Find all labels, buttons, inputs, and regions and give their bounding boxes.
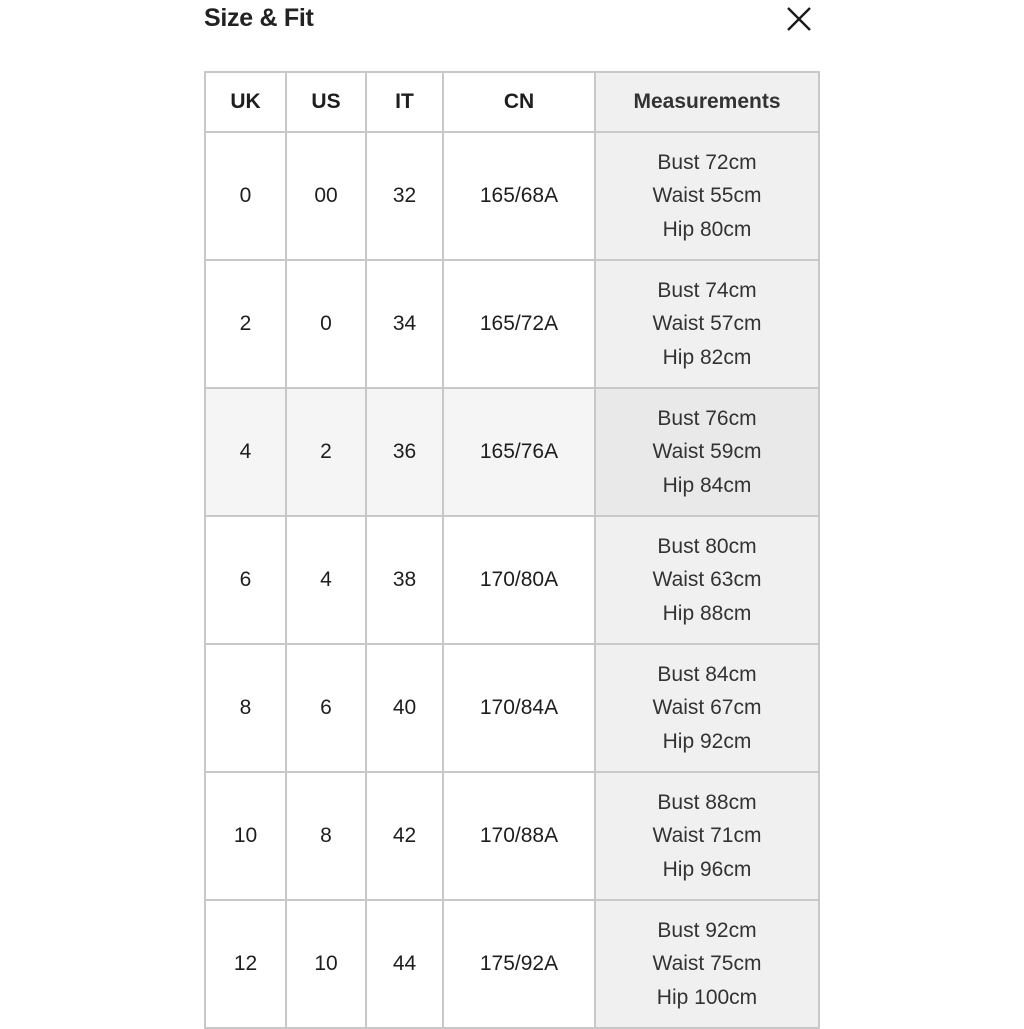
size-us-cell: 10 xyxy=(286,900,366,1028)
size-it-cell: 40 xyxy=(366,644,443,772)
size-uk-cell: 6 xyxy=(205,516,286,644)
size-it-cell: 32 xyxy=(366,132,443,260)
size-uk-cell: 4 xyxy=(205,388,286,516)
hip-measurement: Hip 80cm xyxy=(662,217,752,241)
bust-measurement: Bust 72cm xyxy=(657,150,757,174)
measurements-cell xyxy=(595,260,819,388)
size-cn-cell: 165/72A xyxy=(443,260,595,388)
size-cn-cell: 170/80A xyxy=(443,516,595,644)
bust-measurement: Bust 84cm xyxy=(657,662,757,686)
table-row[interactable] xyxy=(205,260,819,388)
close-icon xyxy=(784,4,816,36)
size-cn-cell: 175/92A xyxy=(443,900,595,1028)
hip-measurement: Hip 96cm xyxy=(662,857,752,881)
hip-measurement: Hip 82cm xyxy=(662,345,752,369)
bust-measurement: Bust 74cm xyxy=(657,278,757,302)
size-it-cell: 36 xyxy=(366,388,443,516)
size-it-cell: 42 xyxy=(366,772,443,900)
size-it-cell: 44 xyxy=(366,900,443,1028)
table-row[interactable] xyxy=(205,388,819,516)
size-uk-cell: 12 xyxy=(205,900,286,1028)
table-row[interactable] xyxy=(205,644,819,772)
size-us-cell: 0 xyxy=(286,260,366,388)
waist-measurement: Waist 67cm xyxy=(652,696,762,720)
table-row[interactable] xyxy=(205,900,819,1028)
table-row[interactable] xyxy=(205,132,819,260)
measurements-cell xyxy=(595,772,819,900)
waist-measurement: Waist 75cm xyxy=(652,952,762,976)
header-uk: UK xyxy=(205,72,286,132)
waist-measurement: Waist 57cm xyxy=(652,312,762,336)
header-us: US xyxy=(286,72,366,132)
measurements-cell xyxy=(595,388,819,516)
bust-measurement: Bust 92cm xyxy=(657,918,757,942)
size-uk-cell: 10 xyxy=(205,772,286,900)
hip-measurement: Hip 88cm xyxy=(662,601,752,625)
size-us-cell: 4 xyxy=(286,516,366,644)
size-us-cell: 2 xyxy=(286,388,366,516)
measurements-cell xyxy=(595,516,819,644)
waist-measurement: Waist 71cm xyxy=(652,824,762,848)
measurements-cell xyxy=(595,644,819,772)
hip-measurement: Hip 100cm xyxy=(656,985,758,1009)
table-row[interactable] xyxy=(205,516,819,644)
size-us-cell: 8 xyxy=(286,772,366,900)
waist-measurement: Waist 59cm xyxy=(652,440,762,464)
size-cn-cell: 165/68A xyxy=(443,132,595,260)
bust-measurement: Bust 88cm xyxy=(657,790,757,814)
measurements-cell xyxy=(595,132,819,260)
table-row[interactable] xyxy=(205,772,819,900)
size-chart-table xyxy=(204,71,820,1029)
hip-measurement: Hip 84cm xyxy=(662,473,752,497)
size-uk-cell: 8 xyxy=(205,644,286,772)
dialog-title: Size & Fit xyxy=(204,4,314,32)
size-it-cell: 38 xyxy=(366,516,443,644)
waist-measurement: Waist 63cm xyxy=(652,568,762,592)
header-cn: CN xyxy=(443,72,595,132)
size-uk-cell: 2 xyxy=(205,260,286,388)
measurements-cell xyxy=(595,900,819,1028)
size-us-cell: 00 xyxy=(286,132,366,260)
bust-measurement: Bust 76cm xyxy=(657,406,757,430)
header-row xyxy=(205,72,819,132)
close-button[interactable] xyxy=(784,4,816,36)
size-cn-cell: 165/76A xyxy=(443,388,595,516)
hip-measurement: Hip 92cm xyxy=(662,729,752,753)
size-uk-cell: 0 xyxy=(205,132,286,260)
header-measurements: Measurements xyxy=(595,72,819,132)
bust-measurement: Bust 80cm xyxy=(657,534,757,558)
size-cn-cell: 170/84A xyxy=(443,644,595,772)
size-us-cell: 6 xyxy=(286,644,366,772)
header-it: IT xyxy=(366,72,443,132)
waist-measurement: Waist 55cm xyxy=(652,184,762,208)
size-cn-cell: 170/88A xyxy=(443,772,595,900)
size-it-cell: 34 xyxy=(366,260,443,388)
